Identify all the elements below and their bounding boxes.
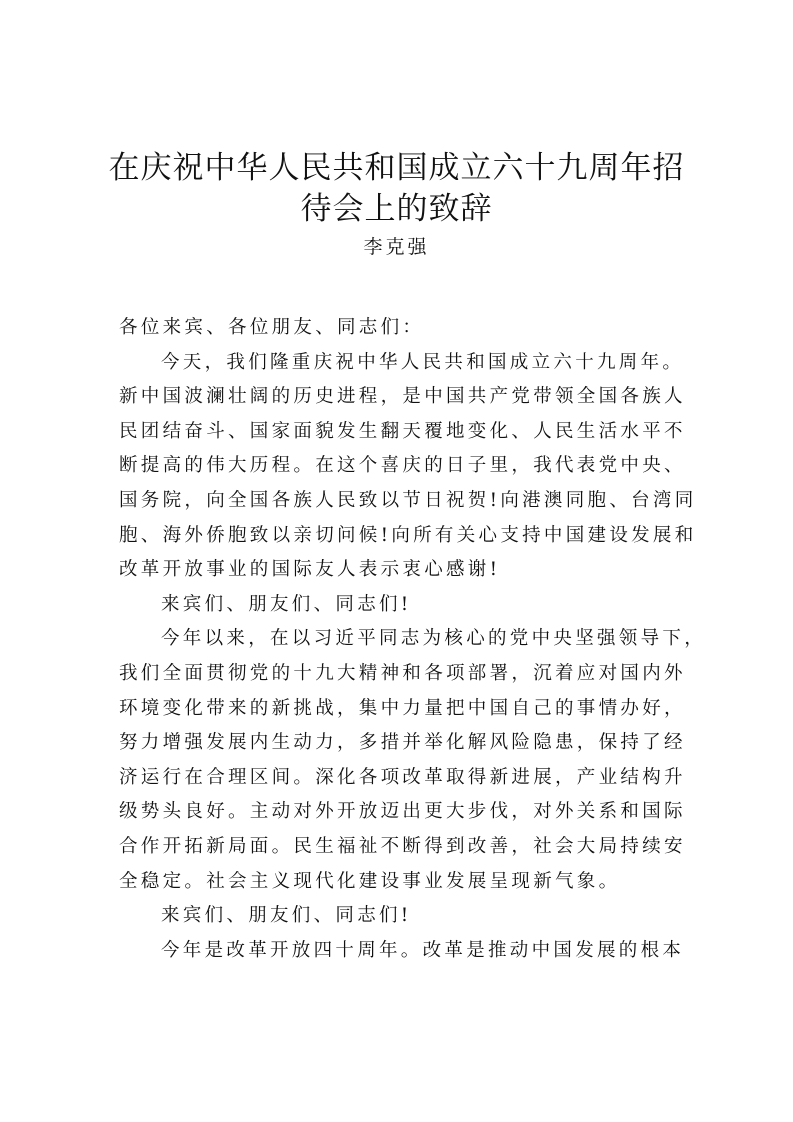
paragraph-line: 我们全面贯彻党的十九大精神和各项部署，沉着应对国内外 bbox=[119, 662, 686, 684]
document-author: 李克强 bbox=[363, 236, 430, 258]
paragraph-line: 环境变化带来的新挑战，集中力量把中国自己的事情办好， bbox=[119, 697, 686, 719]
document-title-line-2: 待会上的致辞 bbox=[300, 191, 493, 227]
salutation: 来宾们、朋友们、同志们! bbox=[161, 593, 412, 615]
paragraph-line: 济运行在合理区间。深化各项改革取得新进展，产业结构升 bbox=[119, 766, 686, 788]
document-body bbox=[119, 311, 707, 968]
paragraph-line: 级势头良好。主动对外开放迈出更大步伐，对外关系和国际 bbox=[119, 801, 686, 823]
paragraph-line: 合作开拓新局面。民生福祉不断得到改善，社会大局持续安 bbox=[119, 835, 686, 857]
paragraph-line: 今年是改革开放四十周年。改革是推动中国发展的根本 bbox=[161, 939, 685, 961]
paragraph-line: 国务院，向全国各族人民致以节日祝贺!向港澳同胞、台湾同 bbox=[119, 489, 697, 511]
paragraph-line: 今天，我们隆重庆祝中华人民共和国成立六十九周年。 bbox=[161, 351, 685, 373]
salutation: 各位来宾、各位朋友、同志们： bbox=[119, 317, 425, 338]
paragraph-line: 新中国波澜壮阔的历史进程，是中国共产党带领全国各族人 bbox=[119, 386, 686, 408]
paragraph-line: 全稳定。社会主义现代化建设事业发展呈现新气象。 bbox=[119, 870, 621, 892]
paragraph-line: 民团结奋斗、国家面貌发生翻天覆地变化、人民生活水平不 bbox=[119, 420, 686, 442]
paragraph-line: 断提高的伟大历程。在这个喜庆的日子里，我代表党中央、 bbox=[119, 455, 686, 477]
paragraph-line: 努力增强发展内生动力，多措并举化解风险隐患，保持了经 bbox=[119, 732, 686, 754]
paragraph-line: 改革开放事业的国际友人表示衷心感谢! bbox=[119, 559, 501, 581]
paragraph-line: 今年以来，在以习近平同志为核心的党中央坚强领导下， bbox=[161, 628, 707, 650]
document-title-line-1: 在庆祝中华人民共和国成立六十九周年招 bbox=[108, 150, 685, 186]
paragraph-line: 胞、海外侨胞致以亲切问候!向所有关心支持中国建设发展和 bbox=[119, 524, 697, 546]
salutation: 来宾们、朋友们、同志们! bbox=[161, 905, 412, 927]
